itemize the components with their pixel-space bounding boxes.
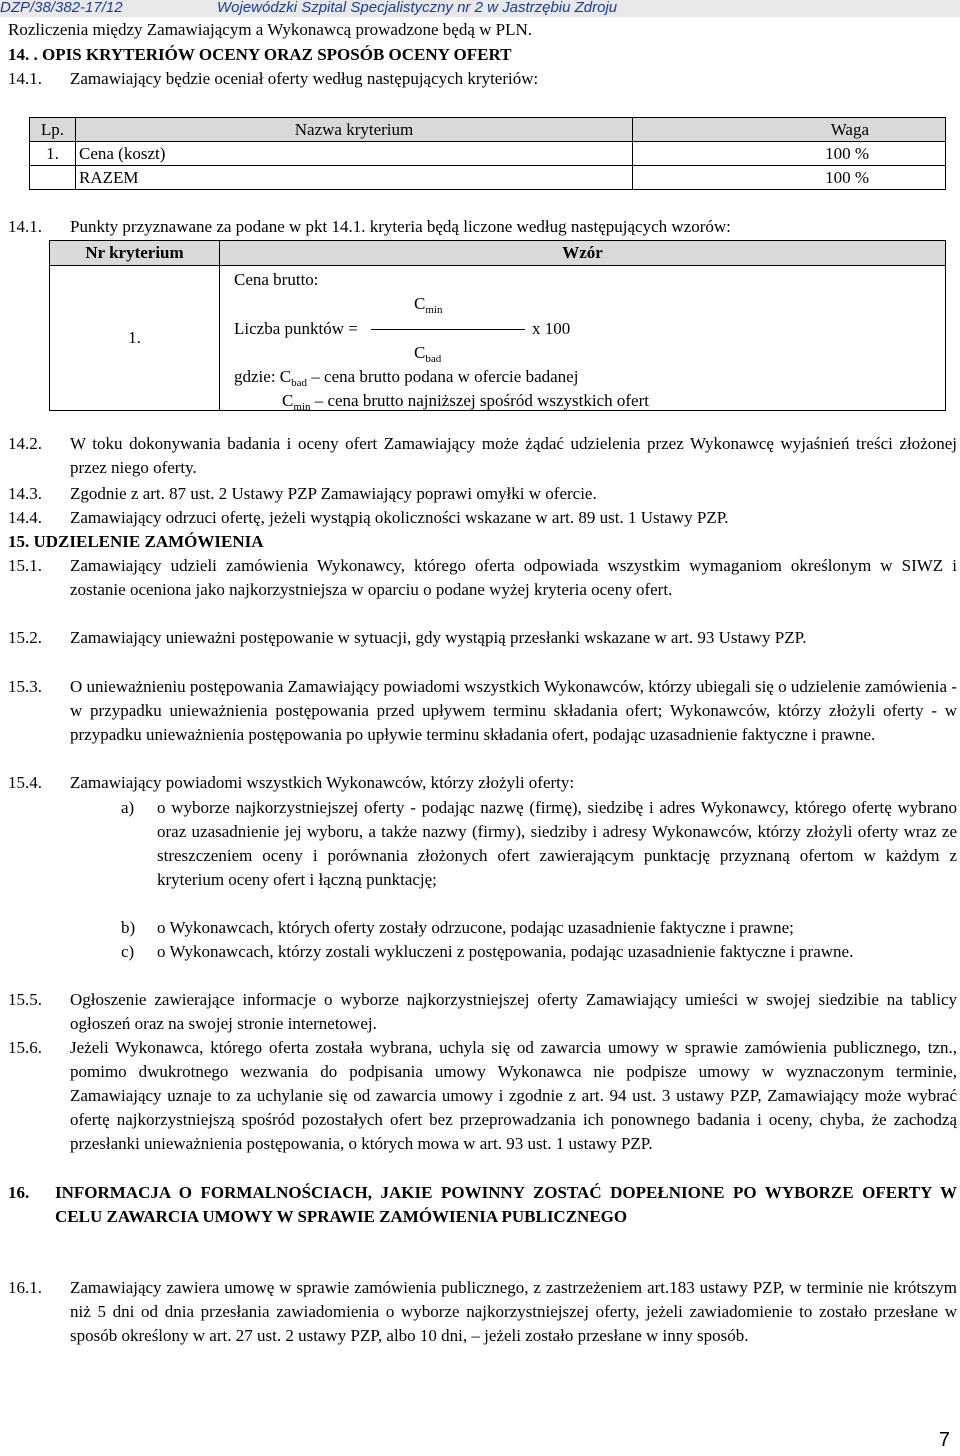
header-criterion-name: Nazwa kryterium [76, 118, 633, 142]
formula-table [49, 240, 946, 411]
para-text: Ogłoszenie zawierające informacje o wyborze najkorzystniejszej oferty Zamawiający umieści w swojej siedzibie na tablicy ogłoszeń oraz na swojej stronie internetowej. [70, 990, 957, 1033]
para-14-1-text: Zamawiający będzie oceniał oferty według następujących kryteriów: [70, 69, 539, 88]
formula-title: Cena brutto: [234, 270, 319, 289]
formula-rhs: x 100 [532, 319, 571, 338]
header-criterion-number: Nr kryterium [50, 241, 220, 266]
para-number: 15.3. [8, 677, 42, 696]
total-weight: 100 % [633, 166, 946, 190]
formula-row [50, 266, 946, 411]
row-weight: 100 % [633, 142, 946, 166]
table-row-total [30, 166, 946, 190]
formula-denominator [414, 343, 441, 363]
criteria-table [29, 117, 946, 190]
table-row [30, 142, 946, 166]
formula-cell [220, 266, 946, 411]
gdzie-label: gdzie: [234, 367, 276, 386]
section-16-number: 16. [8, 1183, 30, 1202]
definition-bad [234, 367, 578, 387]
para-text: Zgodnie z art. 87 ust. 2 Ustawy PZP Zamawiający poprawi omyłki w ofercie. [70, 484, 597, 503]
para-text: Zamawiający odrzuci ofertę, jeżeli wystąpią okoliczności wskazane w art. 89 ust. 1 Ustawy PZP. [70, 508, 729, 527]
total-lp [30, 166, 76, 190]
c-letter: C [279, 367, 292, 386]
document-reference: DZP/38/382-17/12 [0, 0, 123, 16]
intro-line: Rozliczenia między Zamawiającym a Wykonawcą prowadzone będą w PLN. [8, 20, 533, 39]
para-text: Zamawiający powiadomi wszystkich Wykonawców, którzy złożyli oferty: [70, 773, 575, 792]
header-lp: Lp. [30, 118, 76, 142]
para-text: O unieważnieniu postępowania Zamawiający powiadomi wszystkich Wykonawców, którzy ubiegali się o udzielenie zamówienia - w przypadku unieważnienia postępowania przed upływem terminu składania ofert; Wykonawców, którzy złożyli oferty - w przypadku unieważnienia postępowania po upływie terminu składania ofert, podając uzasadnienie faktyczne i prawne. [70, 677, 957, 744]
list-item-text: o Wykonawcach, którzy zostali wykluczeni z postępowania, podając uzasadnienie faktyczne i prawne. [157, 942, 854, 961]
section-15-heading: 15. UDZIELENIE ZAMÓWIENIA [8, 532, 264, 551]
sub-bad: bad [291, 377, 308, 389]
list-item-text: o Wykonawcach, których oferty zostały odrzucone, podając uzasadnienie faktyczne i prawne; [157, 918, 794, 937]
definition-min [282, 391, 649, 411]
list-label: c) [121, 942, 135, 961]
row-lp: 1. [30, 142, 76, 166]
page-number: 7 [938, 1429, 950, 1451]
dash: – [311, 367, 320, 386]
para-number: 15.1. [8, 556, 42, 575]
header-formula: Wzór [220, 241, 946, 266]
para-14-1-number: 14.1. [8, 69, 42, 88]
para-text: Jeżeli Wykonawca, którego oferta została wybrana, uchyla się od zawarcia umowy w sprawie zamówienia publicznego, tzn., pomimo dwukrotnego wezwania do podpisania umowy Wykonawca nie podpisze umowy w wyznaczonym terminie, Zamawiający uznaje to za uchylanie się od zawarcia umowy i zgodnie z art. 94 ust. 3 ustawy PZP, Zamawiający może wybrać ofertę najkorzystniejszą spośród pozostałych ofert bez przeprowadzania ich ponownego badania i oceny, chyba, że zachodzą przesłanki unieważnienia postępowania, o których mowa w art. 93 ust. 1 ustawy PZP. [70, 1038, 957, 1153]
criteria-table-header [30, 118, 946, 142]
row-criterion-name: Cena (koszt) [76, 142, 633, 166]
formula-numerator [414, 294, 442, 314]
formula-row-number: 1. [50, 266, 220, 411]
dash: – [314, 391, 324, 410]
institution-name: Wojewódzki Szpital Specjalistyczny nr 2 w Jastrzębiu Zdroju [217, 0, 618, 16]
para-text: W toku dokonywania badania i oceny ofert Zamawiający może żądać udzielenia przez Wykonawcę wyjaśnień treści złożonej przez niego oferty. [70, 434, 957, 477]
c-letter: C [414, 343, 426, 362]
sub-bad: bad [425, 353, 442, 365]
header-weight: Waga [633, 118, 946, 142]
para-number: 14.4. [8, 508, 42, 527]
c-letter: C [282, 391, 294, 410]
formula-lhs: Liczba punktów = [234, 319, 358, 338]
para-number: 14.3. [8, 484, 42, 503]
total-label: RAZEM [76, 166, 633, 190]
para-number: 15.4. [8, 773, 42, 792]
formula-table-header [50, 241, 946, 266]
para-number: 15.5. [8, 990, 42, 1009]
fraction-bar [371, 329, 525, 330]
c-letter: C [414, 294, 426, 313]
para-text: Zamawiający unieważni postępowanie w sytuacji, gdy wystąpią przesłanki wskazane w art. 93 Ustawy PZP. [70, 628, 807, 647]
section-16-heading: INFORMACJA O FORMALNOŚCIACH, JAKIE POWINNY ZOSTAĆ DOPEŁNIONE PO WYBORZE OFERTY W CELU ZAWARCIA UMOWY W SPRAWIE ZAMÓWIENIA PUBLICZNEGO [55, 1183, 957, 1226]
para-number: 16.1. [8, 1278, 42, 1297]
definition-bad-text: cena brutto podana w ofercie badanej [324, 367, 579, 386]
para-number: 15.2. [8, 628, 42, 647]
para-text: Zamawiający udzieli zamówienia Wykonawcy, którego oferta odpowiada wszystkim wymaganiom określonym w SIWZ i zostanie oceniona jako najkorzystniejsza w oparciu o podane wyżej kryteria oceny ofert. [70, 556, 957, 599]
document-header [0, 0, 960, 17]
para-14-1b-number: 14.1. [8, 217, 42, 236]
para-number: 15.6. [8, 1038, 42, 1057]
section-14-heading: 14. . OPIS KRYTERIÓW OCENY ORAZ SPOSÓB OCENY OFERT [8, 45, 512, 64]
sub-min: min [425, 304, 443, 316]
para-number: 14.2. [8, 434, 42, 453]
list-item-text: o wyborze najkorzystniejszej oferty - podając nazwę (firmę), siedzibę i adres Wykonawcy, którego ofertę wybrano oraz uzasadnienie jej wyboru, a także nazwy (firmy), siedziby i adresy Wykonawców, którzy złożyli oferty wraz ze streszczeniem oceny i porównania złożonych ofert zawierającym punktację przyznaną ofertom w każdym z kryterium oceny ofert i łączną punktację; [157, 798, 957, 889]
sub-min: min [293, 401, 311, 413]
para-text: Zamawiający zawiera umowę w sprawie zamówienia publicznego, z zastrzeżeniem art.183 ustawy PZP, w terminie nie krótszym niż 5 dni od dnia przesłania zawiadomienia o wyborze najkorzystniejszej oferty, jeżeli zawiadomienie to zostało przesłane w sposób określony w art. 27 ust. 2 ustawy PZP, albo 10 dni, – jeżeli zostało przesłane w inny sposób. [70, 1278, 957, 1345]
list-label: b) [121, 918, 136, 937]
definition-min-text: cena brutto najniższej spośród wszystkich ofert [327, 391, 649, 410]
para-14-1b-text: Punkty przyznawane za podane w pkt 14.1. kryteria będą liczone według następujących wzorów: [70, 217, 731, 236]
list-label: a) [121, 798, 135, 817]
